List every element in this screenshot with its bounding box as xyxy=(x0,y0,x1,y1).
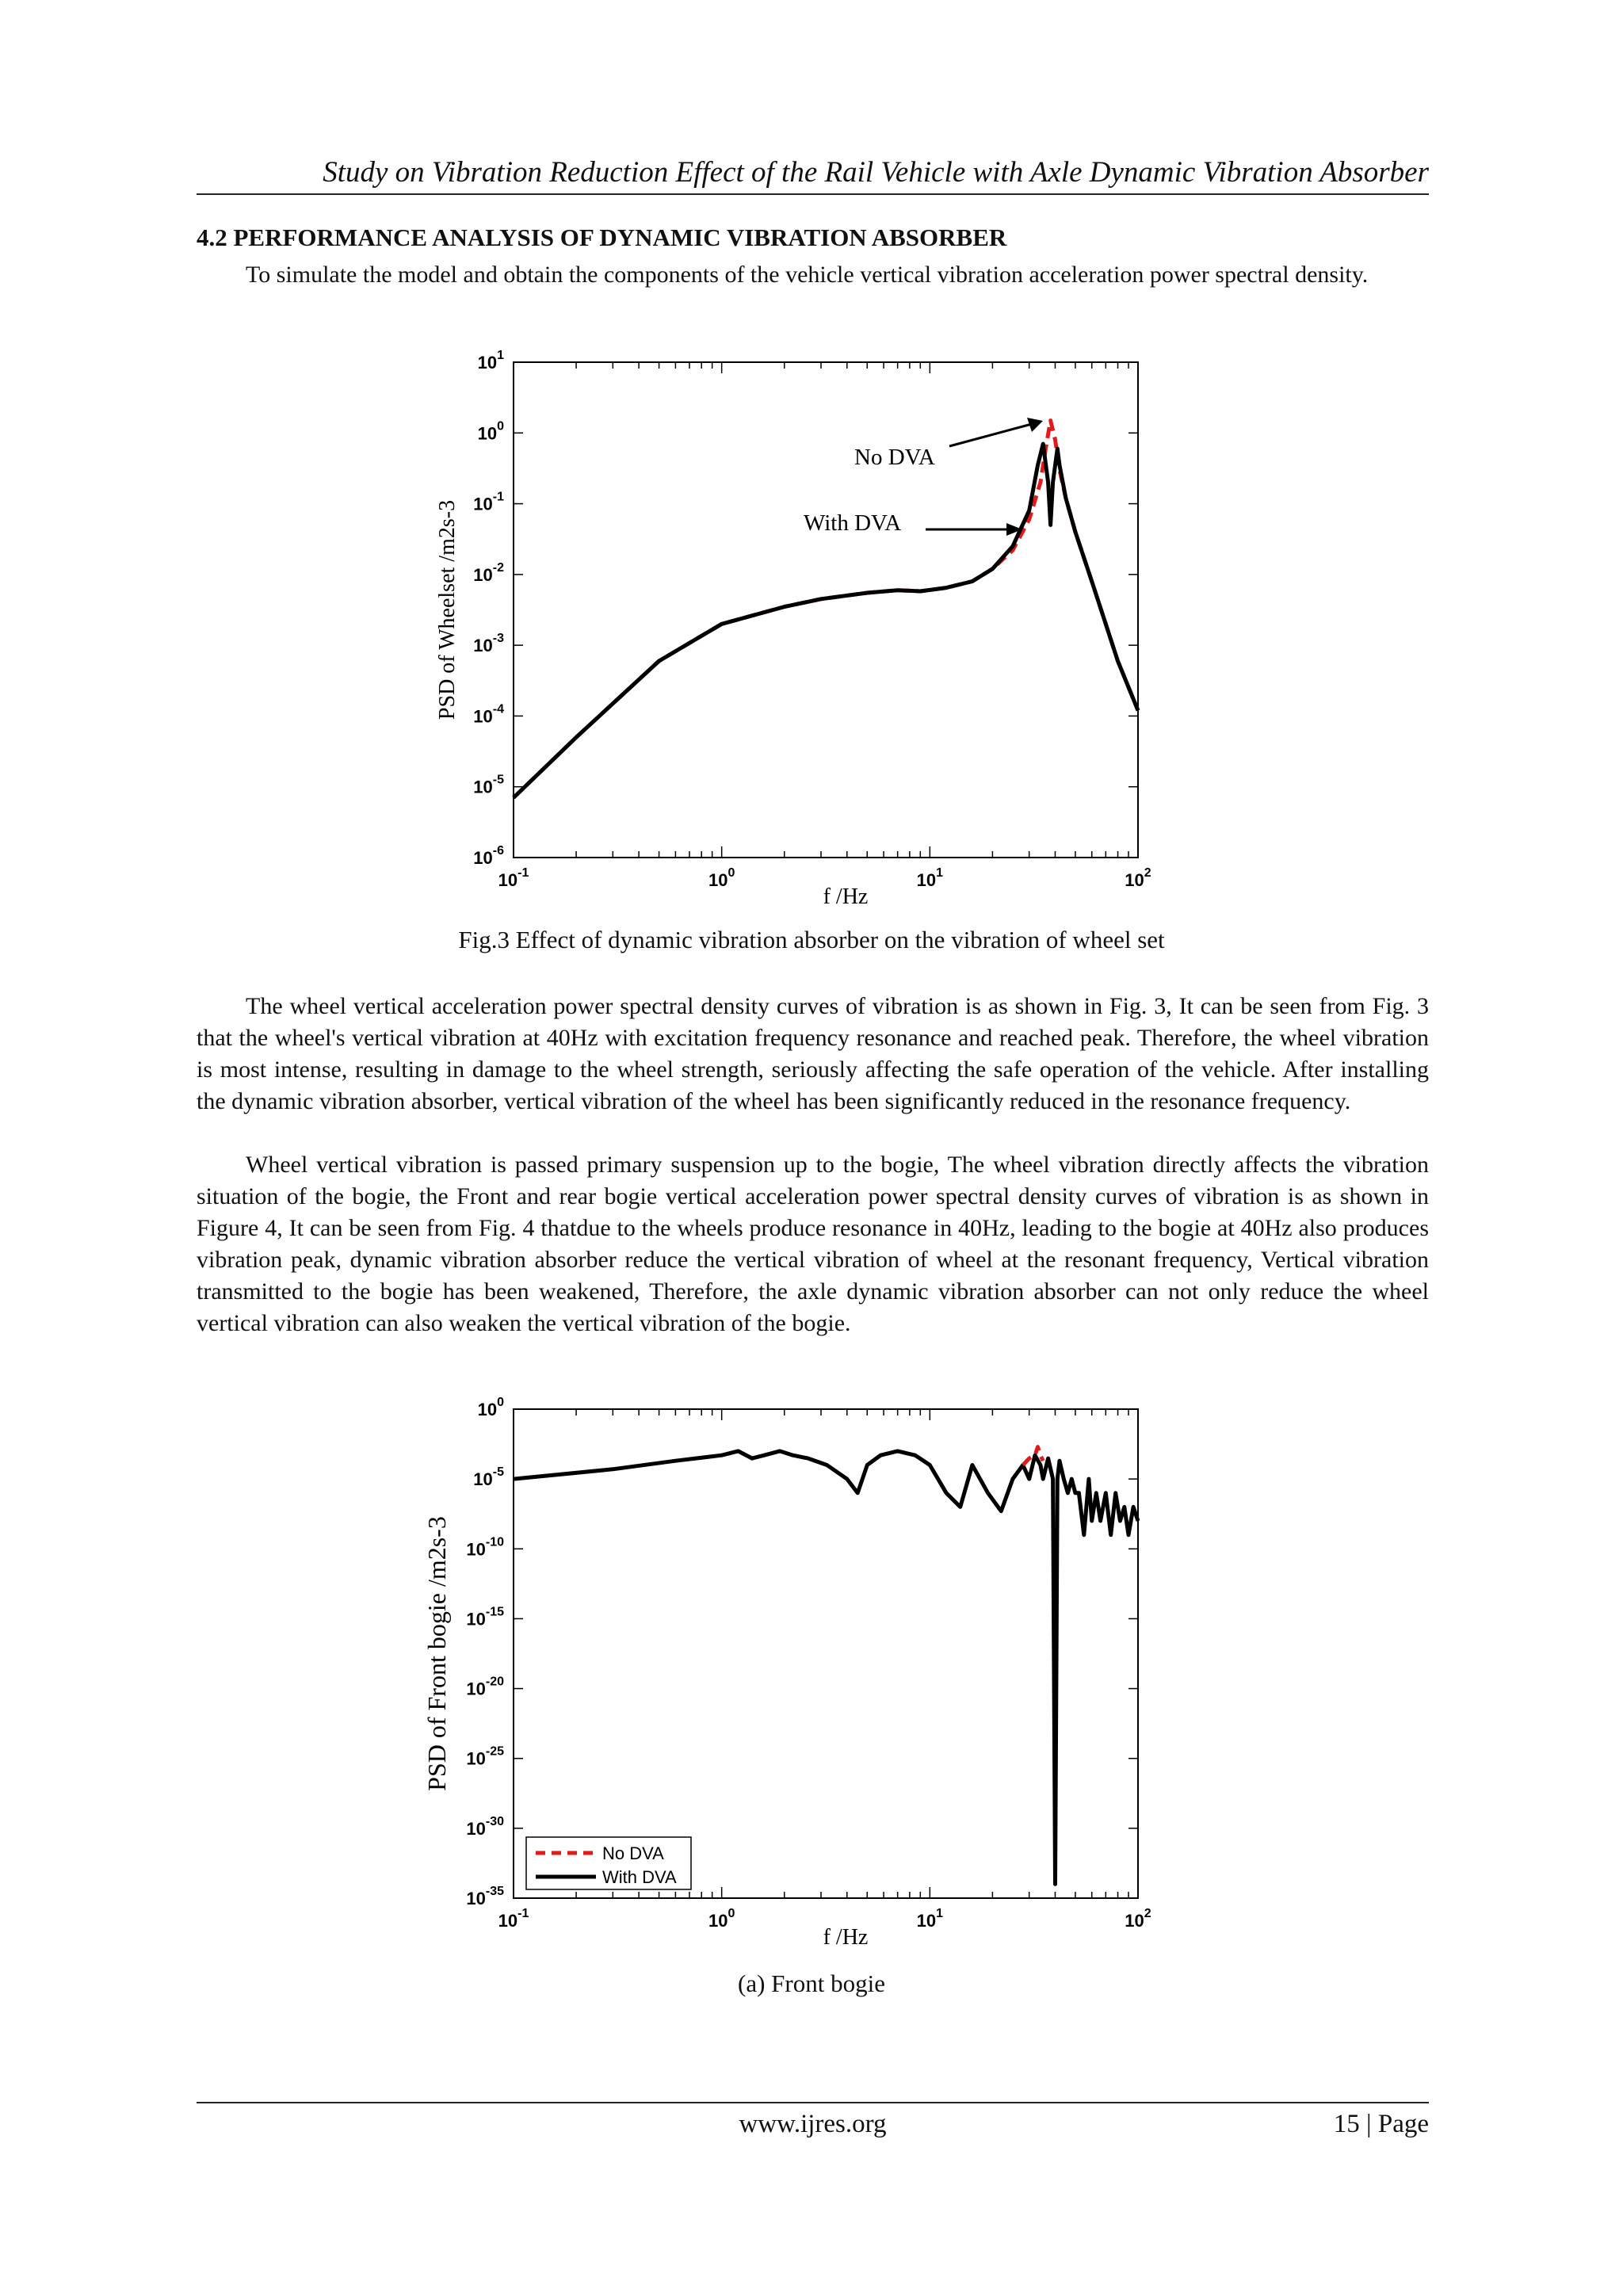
y-tick-label xyxy=(466,1605,504,1629)
y-tick-base: 10 xyxy=(466,1679,486,1699)
x-tick-exponent: -1 xyxy=(517,1907,529,1920)
x-tick-exponent: 2 xyxy=(1144,866,1151,880)
y-axis-label: PSD of Front bogie /m2s-3 xyxy=(422,1516,451,1791)
y-tick-exponent: 0 xyxy=(497,419,504,434)
y-tick-exponent: -1 xyxy=(492,490,504,504)
y-tick-base: 10 xyxy=(473,494,493,514)
x-tick-base: 10 xyxy=(498,870,518,890)
y-tick-base: 10 xyxy=(473,706,493,727)
y-tick-exponent: 0 xyxy=(497,1396,504,1409)
y-axis-label: PSD of Wheelset /m2s-3 xyxy=(435,499,460,720)
y-tick-exponent: -20 xyxy=(485,1675,504,1689)
x-tick-label xyxy=(917,1907,943,1931)
y-tick-base: 10 xyxy=(477,1400,498,1419)
x-tick-base: 10 xyxy=(708,1911,728,1931)
figure-3-caption: Fig.3 Effect of dynamic vibration absorber on the vibration of wheel set xyxy=(458,926,1165,953)
plot-frame xyxy=(514,1409,1138,1898)
x-tick-base: 10 xyxy=(916,870,937,890)
y-tick-base: 10 xyxy=(466,1609,486,1629)
x-tick-exponent: 2 xyxy=(1144,1907,1151,1920)
x-tick-label xyxy=(1125,1907,1151,1931)
y-tick-label xyxy=(466,1885,504,1908)
y-tick-label xyxy=(466,1535,504,1559)
paragraph-2: Wheel vertical vibration is passed primary suspension up to the bogie, The wheel vibration directly affects the vibration situation of the bogie, the Front and rear bogie vertical acceleration power spectral density curves of vibration is as shown in Figure 4, It can be seen from Fig. 4 thatdue to the wheels produce resonance in 40Hz, leading to the bogie at 40Hz also produces vibration peak, dynamic vibration absorber reduce the vertical vibration of wheel at the resonant frequency, Vertical vibration transmitted to the bogie has been weakened, Therefore, the axle dynamic vibration absorber can not only reduce the wheel vertical vibration can also weaken the vertical vibration of the bogie. xyxy=(197,1152,1429,1336)
y-tick-label xyxy=(466,1815,504,1839)
x-axis-label: f /Hz xyxy=(823,884,869,909)
y-tick-base: 10 xyxy=(477,423,498,444)
y-tick-exponent: -10 xyxy=(485,1535,504,1549)
footer-url: www.ijres.org xyxy=(739,2110,887,2138)
x-tick-exponent: 0 xyxy=(727,1907,735,1920)
y-tick-base: 10 xyxy=(466,1818,486,1839)
y-tick-exponent: -2 xyxy=(492,560,504,575)
series-line-with-dva xyxy=(514,1451,1138,1884)
y-tick-base: 10 xyxy=(473,1469,493,1490)
x-tick-exponent: 1 xyxy=(936,1907,944,1920)
y-tick-exponent: -6 xyxy=(492,844,504,858)
paragraph-1: The wheel vertical acceleration power spectral density curves of vibration is as shown in Fig. 3, It can be seen from Fig. 3 that the wheel's vertical vibration at 40Hz with excitation frequency resonance and reached peak. Therefore, the wheel vibration is most intense, resulting in damage to the wheel strength, seriously affecting the safe operation of the vehicle. After installing the dynamic vibration absorber, vertical vibration of the wheel has been significantly reduced in the resonance frequency. xyxy=(197,993,1429,1114)
page-footer xyxy=(197,2102,1429,2151)
y-tick-exponent: -5 xyxy=(492,773,504,787)
y-tick-base: 10 xyxy=(473,636,493,656)
x-axis-label: f /Hz xyxy=(823,1925,869,1950)
y-tick-exponent: -3 xyxy=(492,632,504,646)
annotation-with-dva: With DVA xyxy=(804,510,902,536)
y-tick-label xyxy=(473,1465,504,1489)
y-tick-base: 10 xyxy=(473,777,493,797)
x-tick-label xyxy=(708,1907,735,1931)
legend-label-with-dva: With DVA xyxy=(602,1867,677,1887)
y-tick-label xyxy=(466,1675,504,1699)
y-tick-base: 10 xyxy=(466,1889,486,1908)
y-tick-label xyxy=(478,1396,504,1419)
x-tick-base: 10 xyxy=(916,1911,937,1931)
x-tick-label xyxy=(498,1907,529,1931)
y-tick-exponent: 1 xyxy=(497,349,504,362)
y-tick-base: 10 xyxy=(473,848,493,868)
x-tick-exponent: 0 xyxy=(727,866,735,880)
y-tick-exponent: -30 xyxy=(485,1814,504,1828)
y-tick-exponent: -5 xyxy=(492,1465,504,1480)
x-tick-base: 10 xyxy=(1125,1911,1144,1931)
x-tick-base: 10 xyxy=(708,870,728,890)
x-tick-base: 10 xyxy=(498,1911,518,1931)
y-tick-label xyxy=(466,1745,504,1769)
section-intro: To simulate the model and obtain the components of the vehicle vertical vibration acceleration power spectral density. xyxy=(246,262,1369,288)
x-tick-exponent: -1 xyxy=(517,866,529,880)
x-tick-base: 10 xyxy=(1125,870,1144,890)
y-tick-base: 10 xyxy=(473,564,493,585)
running-title: Study on Vibration Reduction Effect of the Rail Vehicle with Axle Dynamic Vibration Absorber xyxy=(323,156,1429,189)
y-tick-exponent: -35 xyxy=(485,1885,504,1898)
y-tick-exponent: -25 xyxy=(485,1744,504,1759)
section-title: 4.2 PERFORMANCE ANALYSIS OF DYNAMIC VIBRATION ABSORBER xyxy=(197,223,1007,251)
y-tick-base: 10 xyxy=(477,353,498,372)
legend-label-no-dva: No DVA xyxy=(602,1843,664,1863)
page-number: 15 | Page xyxy=(1333,2110,1429,2138)
figure-4a-caption: (a) Front bogie xyxy=(738,1969,885,1997)
annotation-no-dva: No DVA xyxy=(854,445,935,470)
y-tick-exponent: -15 xyxy=(485,1605,504,1619)
y-tick-base: 10 xyxy=(466,1539,486,1560)
y-tick-exponent: -4 xyxy=(492,702,504,716)
y-tick-base: 10 xyxy=(466,1748,486,1769)
x-tick-exponent: 1 xyxy=(936,866,944,880)
